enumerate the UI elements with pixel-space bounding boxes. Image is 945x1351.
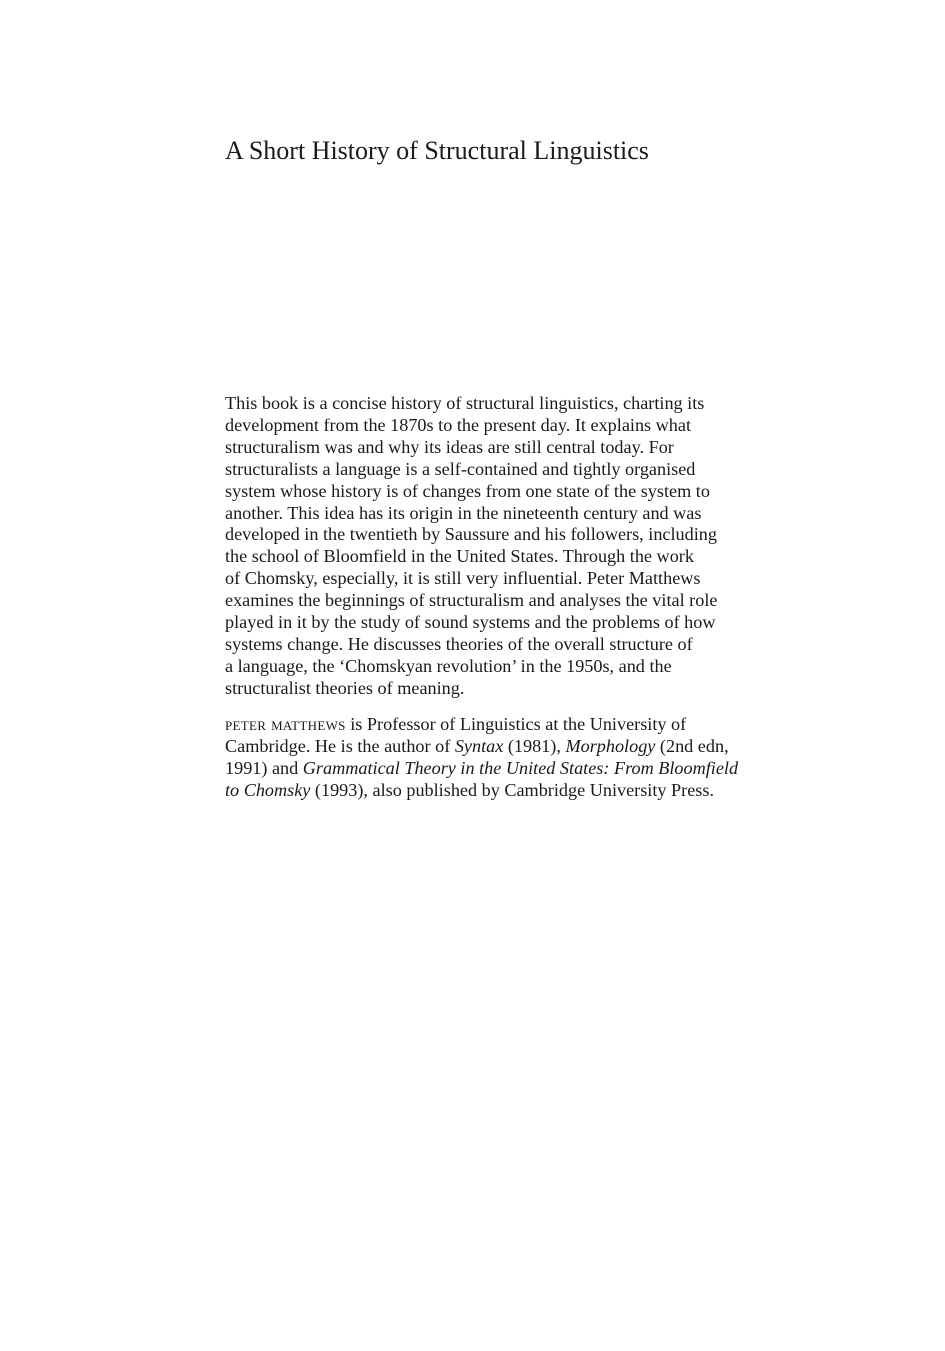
description-line: development from the 1870s to the present day. It explains what (225, 414, 692, 435)
description-line: structuralist theories of meaning. (225, 677, 465, 698)
book-title-grammatical-theory-cont: to Chomsky (225, 779, 311, 800)
description-line: examines the beginnings of structuralism and analyses the vital role (225, 590, 718, 611)
book-description (225, 393, 805, 700)
description-line: developed in the twentieth by Saussure and his followers, including (225, 524, 717, 545)
description-line: played in it by the study of sound systems and the problems of how (225, 612, 716, 633)
bio-text: Cambridge. He is the author of (225, 735, 455, 756)
description-line: system whose history is of changes from one state of the system to (225, 480, 710, 501)
bio-line (225, 758, 805, 780)
book-title-syntax: Syntax (454, 735, 504, 756)
book-title-grammatical-theory: Grammatical Theory in the United States: From Bloomfield (302, 757, 739, 778)
description-line: structuralists a language is a self-contained and tightly organised (225, 458, 696, 479)
bio-line (225, 780, 805, 802)
bio-text: (1993), also published by Cambridge University Press. (310, 779, 714, 800)
description-line: This book is a concise history of structural linguistics, charting its (225, 393, 705, 413)
description-line: another. This idea has its origin in the nineteenth century and was (225, 502, 702, 523)
bio-text: is Professor of Linguistics at the University of (345, 714, 687, 734)
description-line: the school of Bloomfield in the United States. Through the work (225, 546, 694, 567)
bio-line (225, 736, 805, 758)
bio-line (225, 714, 805, 736)
bio-text: (1981), (503, 735, 566, 756)
bio-text: (2nd edn, (655, 735, 729, 756)
book-title-morphology: Morphology (565, 735, 656, 756)
description-line: a language, the ‘Chomskyan revolution’ in the 1950s, and the (225, 655, 672, 676)
description-line: structuralism was and why its ideas are still central today. For (225, 436, 674, 457)
author-name: peter matthews (225, 714, 346, 734)
bio-text: 1991) and (225, 757, 303, 778)
description-line: systems change. He discusses theories of the overall structure of (225, 633, 693, 654)
description-line: of Chomsky, especially, it is still very influential. Peter Matthews (225, 568, 701, 589)
book-title: A Short History of Structural Linguistics (225, 136, 649, 165)
author-bio (225, 714, 805, 802)
